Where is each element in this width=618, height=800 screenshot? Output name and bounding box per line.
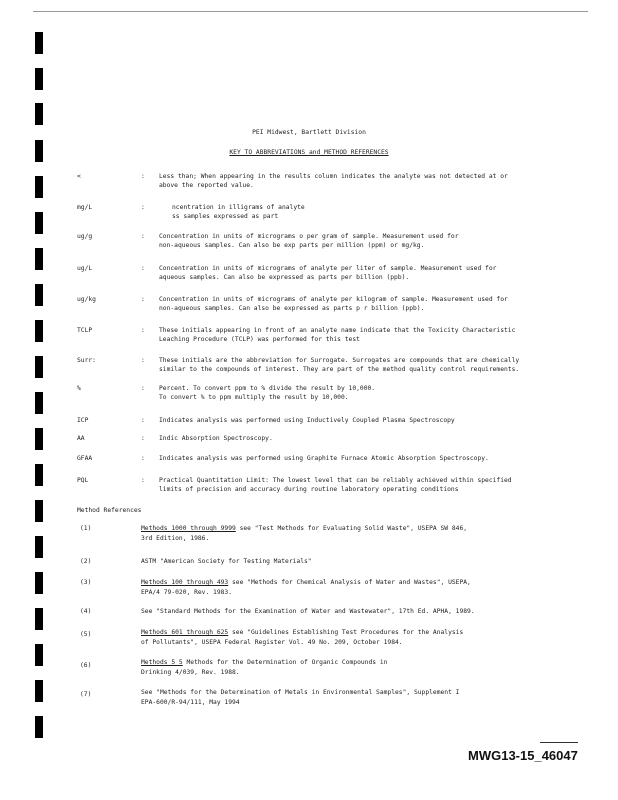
abbrev-def-line: aqueous samples. Can also be expressed as parts per billion (ppb).	[159, 274, 410, 281]
reference-text: EPA-600/R-94/111, May 1994	[141, 699, 240, 706]
reference-line	[141, 638, 581, 648]
reference-text: of Pollutants", USEPA Federal Register Vol. 49 No. 209, October 1984.	[141, 639, 403, 646]
abbrev-symbol: ug/g	[77, 233, 93, 240]
abbrev-def-line: non-aqueous samples. Can also be expressed as parts p r billion (ppb).	[159, 305, 425, 312]
colon: :	[141, 435, 145, 442]
reference-method-range: Methods 601 through 625	[141, 629, 229, 636]
abbrev-def-line: similar to the compounds of interest. They are part of the method quality control requirements.	[159, 366, 520, 373]
reference-number: (5)	[80, 631, 92, 638]
reference-text: see "Test Methods for Evaluating Solid Waste", USEPA SW 846,	[235, 525, 468, 532]
reference-line	[141, 688, 581, 698]
reference-line	[141, 658, 581, 668]
abbrev-def-line: Concentration in units of micrograms o per gram of sample. Measurement used for	[159, 233, 459, 240]
abbrev-symbol: ICP	[77, 417, 89, 424]
abbrev-symbol: ug/kg	[77, 296, 96, 303]
reference-line	[141, 534, 581, 544]
reference-method-range: Methods 100 through 493	[141, 579, 229, 586]
colon: :	[141, 477, 145, 484]
reference-text: see "Guidelines Establishing Test Procedures for the Analysis	[228, 629, 464, 636]
abbrev-symbol: <	[77, 173, 81, 180]
abbrev-def-line: non-aqueous samples. Can also be exp parts per million (ppm) or mg/kg.	[159, 242, 425, 249]
reference-text: Methods for the Determination of Organic Compounds in	[182, 659, 388, 666]
reference-line	[141, 524, 581, 534]
colon: :	[141, 357, 145, 364]
colon: :	[141, 233, 145, 240]
colon: :	[141, 417, 145, 424]
reference-number: (3)	[80, 579, 92, 586]
reference-number: (1)	[80, 525, 92, 532]
abbrev-symbol: TCLP	[77, 327, 93, 334]
abbrev-def-line: Less than; When appearing in the results column indicates the analyte was not detected at or	[159, 173, 508, 180]
colon: :	[141, 455, 145, 462]
colon: :	[141, 327, 145, 334]
colon: :	[141, 385, 145, 392]
colon: :	[141, 296, 145, 303]
abbrev-def-line: Concentration in units of micrograms of analyte per kilogram of sample. Measurement used for	[159, 296, 508, 303]
abbrev-symbol: Surr:	[77, 357, 96, 364]
abbrev-def-line: Practical Quantitation Limit: The lowest level that can be reliably achieved within specified	[159, 477, 512, 484]
reference-line	[141, 668, 581, 678]
reference-text: Drinking 4/039, Rev. 1988.	[141, 669, 240, 676]
abbrev-def-line: ncentration in illigrams of analyte	[172, 204, 305, 211]
reference-text: See "Standard Methods for the Examination of Water and Wastewater", 17th Ed. APHA, 1989.	[141, 608, 475, 615]
reference-line	[141, 578, 581, 588]
abbrev-def-line: Leaching Procedure (TCLP) was performed for this test	[159, 336, 360, 343]
reference-text: ASTM "American Society for Testing Materials"	[141, 558, 312, 565]
abbrev-def-line: Indicates analysis was performed using Graphite Furnace Atomic Absorption Spectroscopy.	[159, 455, 489, 462]
reference-method-range: Methods 5 5	[141, 659, 183, 666]
colon: :	[141, 265, 145, 272]
reference-method-range: Methods 1000 through 9999	[141, 525, 236, 532]
reference-text: see "Methods for Chemical Analysis of Water and Wastes", USEPA,	[228, 579, 471, 586]
abbrev-def-line: ss samples expressed as part	[172, 213, 279, 220]
abbrev-symbol: ug/L	[77, 265, 93, 272]
reference-text: See "Methods for the Determination of Metals in Environmental Samples", Supplement I	[141, 689, 460, 696]
abbrev-symbol: GFAA	[77, 455, 93, 462]
reference-number: (7)	[80, 691, 92, 698]
reference-number: (6)	[80, 662, 92, 669]
abbrev-def-line: These initials are the abbreviation for Surrogate. Surrogates are compounds that are chemically	[159, 357, 520, 364]
reference-line	[141, 628, 581, 638]
document-id: MWG13-15_46047	[468, 748, 578, 763]
abbrev-def-line: To convert % to ppm multiply the result by 10,000.	[159, 394, 349, 401]
abbrev-symbol: AA	[77, 435, 85, 442]
abbrev-def-line: Indic Absorption Spectroscopy.	[159, 435, 273, 442]
abbrev-symbol: PQL	[77, 477, 89, 484]
abbrev-def-line: Concentration in units of micrograms of analyte per liter of sample. Measurement used for	[159, 265, 497, 272]
abbrev-symbol: mg/L	[77, 204, 93, 211]
reference-line	[141, 607, 581, 617]
key-title: KEY TO ABBREVIATIONS and METHOD REFERENCES	[229, 149, 389, 156]
reference-number: (4)	[80, 608, 92, 615]
reference-line	[141, 698, 581, 708]
footer-rule	[540, 742, 578, 743]
abbrev-symbol: %	[77, 385, 81, 392]
reference-line	[141, 557, 581, 567]
method-references-heading: Method References	[77, 507, 142, 514]
reference-text: EPA/4 79-020, Rev. 1983.	[141, 589, 232, 596]
abbrev-def-line: These initials appearing in front of an analyte name indicate that the Toxicity Characteristic	[159, 327, 516, 334]
reference-text: 3rd Edition, 1986.	[141, 535, 210, 542]
abbrev-def-line: limits of precision and accuracy during routine laboratory operating conditions	[159, 486, 459, 493]
colon: :	[141, 204, 145, 211]
abbrev-def-line: Percent. To convert ppm to % divide the result by 10,000.	[159, 385, 376, 392]
colon: :	[141, 173, 145, 180]
abbrev-def-line: Indicates analysis was performed using Inductively Coupled Plasma Spectroscopy	[159, 417, 455, 424]
reference-number: (2)	[80, 558, 92, 565]
reference-line	[141, 588, 581, 598]
abbrev-def-line: above the reported value.	[159, 182, 254, 189]
org-heading: PEI Midwest, Bartlett Division	[252, 129, 366, 136]
